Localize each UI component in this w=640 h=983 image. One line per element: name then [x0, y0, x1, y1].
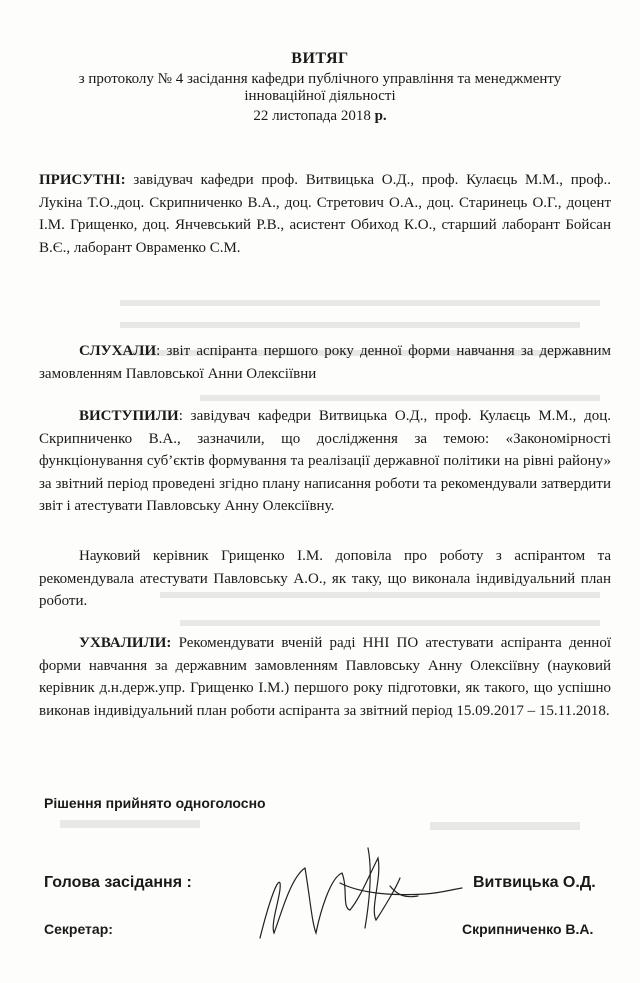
heard-text: : звіт аспіранта першого року денної форми навчання за державним замовленням Павловської Анни Олексіївни	[39, 343, 611, 382]
present-text: завідувач кафедри проф. Витвицька О.Д., проф. Кулаєць М.М., проф.. Лукіна Т.О.,доц. Скрипниченко В.А., доц. Стретович О.А., доц. Старинець О.Г., доцент І.М. Грищенко, доц. Янчевський Р.В., асистент Обиход К.О., старший лаборант Бойсан В.Є., лаборант Овраменко С.М.	[39, 172, 611, 256]
heard-label: СЛУХАЛИ	[79, 343, 157, 359]
chair-name: Витвицька О.Д.	[473, 874, 596, 891]
decision-statement: Рішення прийнято одноголосно	[44, 795, 266, 811]
present-paragraph	[39, 169, 611, 259]
protocol-subtitle-line2: інноваційної діяльності	[244, 88, 396, 104]
chair-label: Голова засідання :	[44, 874, 192, 891]
meeting-date-text: 22 листопада 2018	[253, 108, 375, 124]
spoke-label: ВИСТУПИЛИ	[79, 408, 179, 424]
heard-paragraph	[39, 340, 611, 385]
secretary-name: Скрипниченко В.А.	[462, 921, 594, 937]
resolved-paragraph	[39, 632, 611, 722]
supervisor-paragraph: Науковий керівник Грищенко І.М. доповіла про роботу з аспірантом та рекомендувала атестувати Павловську А.О., як таку, що виконала індивідуальний план роботи.	[39, 548, 611, 609]
protocol-subtitle-line1: з протоколу № 4 засідання кафедри публічного управління та менеджменту	[78, 71, 562, 87]
secretary-label: Секретар:	[44, 921, 113, 937]
handwritten-signature	[250, 838, 470, 948]
resolved-label: УХВАЛИЛИ:	[79, 635, 172, 651]
spoke-paragraph	[39, 405, 611, 518]
spoke-text: : завідувач кафедри Витвицька О.Д., проф. Кулаєць М.М., доц. Скрипниченко В.А., зазначили, що дослідження за темою: «Закономірності функціонування суб’єктів формування та реалізації державної політики на рівні району» за звітний період проведені згідно плану написання роботи та рекомендували затвердити звіт і атестувати Павловську Анну Олексіївну.	[39, 408, 611, 514]
meeting-date-suffix: р.	[374, 108, 387, 124]
resolved-text: Рекомендувати вченій раді ННІ ПО атестувати аспіранта денної форми навчання за державним замовленням Павловську Анну Олексіївну (науковий керівник д.н.держ.упр. Грищенко І.М.) першого року підготовки, як такого, що успішно виконав індивідуальний план роботи аспіранта за звітний період 15.09.2017 – 15.11.2018.	[39, 635, 611, 719]
meeting-date	[0, 108, 640, 125]
document-title: ВИТЯГ	[291, 50, 349, 67]
present-label: ПРИСУТНІ:	[39, 172, 126, 188]
